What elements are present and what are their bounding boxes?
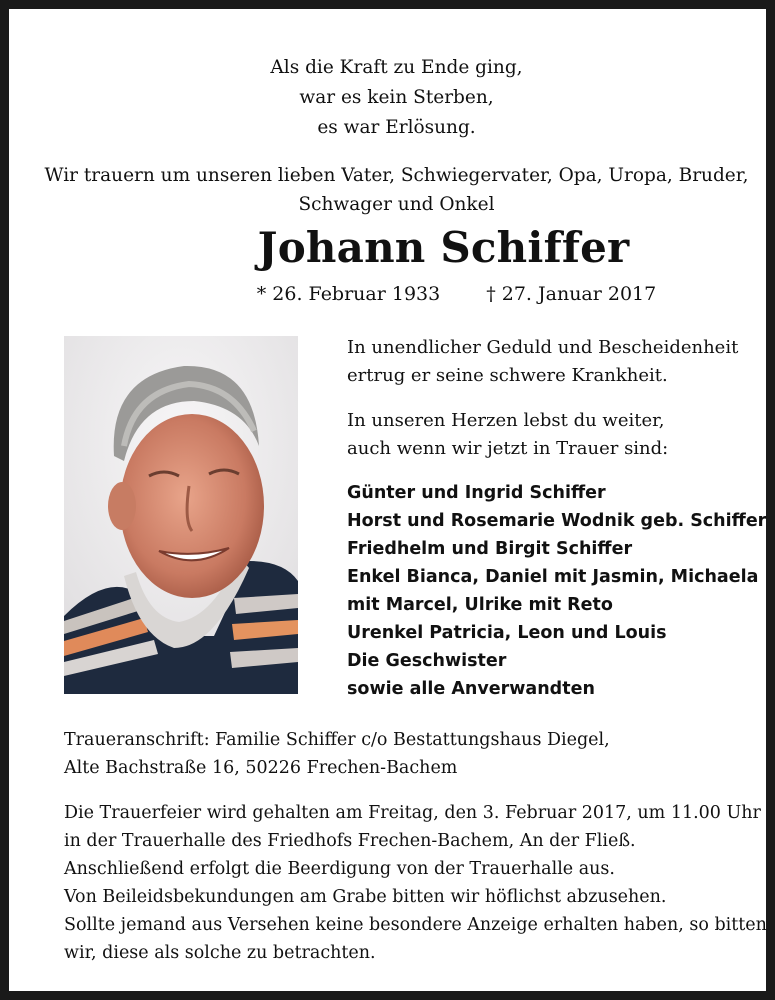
text-line: ertrug er seine schwere Krankheit. bbox=[347, 365, 668, 386]
mourner-line: Enkel Bianca, Daniel mit Jasmin, Michaela bbox=[347, 567, 759, 587]
service-line: Sollte jemand aus Versehen keine besondere Anzeige erhalten haben, so bitten bbox=[64, 915, 767, 935]
text-block-patience bbox=[347, 334, 738, 390]
portrait-image bbox=[64, 336, 298, 694]
text-block-hearts bbox=[347, 407, 668, 463]
poem-line: es war Erlösung. bbox=[317, 117, 476, 138]
poem-line: Als die Kraft zu Ende ging, bbox=[270, 57, 523, 78]
birth-date: * 26. Februar 1933 bbox=[256, 283, 441, 305]
mourner-line: Urenkel Patricia, Leon und Louis bbox=[347, 623, 667, 643]
poem-line: war es kein Sterben, bbox=[299, 87, 494, 108]
address-line: Alte Bachstraße 16, 50226 Frechen-Bachem bbox=[64, 758, 458, 778]
death-date: † 27. Januar 2017 bbox=[486, 283, 657, 305]
text-line: In unendlicher Geduld und Bescheidenheit bbox=[347, 337, 739, 358]
mourner-line: Friedhelm und Birgit Schiffer bbox=[347, 539, 633, 559]
service-line: Von Beileidsbekundungen am Grabe bitten wir höflichst abzusehen. bbox=[64, 887, 667, 907]
text-line: auch wenn wir jetzt in Trauer sind: bbox=[347, 438, 669, 459]
service-line: in der Trauerhalle des Friedhofs Frechen-Bachem, An der Fließ. bbox=[64, 831, 636, 851]
intro-line: Wir trauern um unseren lieben Vater, Schwiegervater, Opa, Uropa, Bruder, bbox=[44, 165, 749, 186]
mourner-line: Die Geschwister bbox=[347, 651, 507, 671]
intro-text bbox=[9, 161, 775, 219]
service-line: wir, diese als solche zu betrachten. bbox=[64, 943, 376, 963]
text-line: In unseren Herzen lebst du weiter, bbox=[347, 410, 665, 431]
mourner-line: mit Marcel, Ulrike mit Reto bbox=[347, 595, 613, 615]
poem bbox=[9, 53, 775, 143]
mourner-line: Günter und Ingrid Schiffer bbox=[347, 483, 606, 503]
mourners-list bbox=[347, 479, 766, 703]
mourner-line: sowie alle Anverwandten bbox=[347, 679, 595, 699]
service-line: Die Trauerfeier wird gehalten am Freitag, den 3. Februar 2017, um 11.00 Uhr bbox=[64, 803, 761, 823]
mourning-address bbox=[64, 726, 610, 782]
intro-line: Schwager und Onkel bbox=[298, 194, 495, 215]
life-dates bbox=[9, 279, 775, 309]
mourner-line: Horst und Rosemarie Wodnik geb. Schiffer bbox=[347, 511, 767, 531]
service-line: Anschließend erfolgt die Beerdigung von der Trauerhalle aus. bbox=[64, 859, 615, 879]
portrait-photo bbox=[64, 336, 298, 694]
funeral-service-info bbox=[64, 799, 767, 967]
deceased-name: Johann Schiffer bbox=[257, 223, 630, 272]
address-line: Traueranschrift: Familie Schiffer c/o Bestattungshaus Diegel, bbox=[64, 730, 610, 750]
